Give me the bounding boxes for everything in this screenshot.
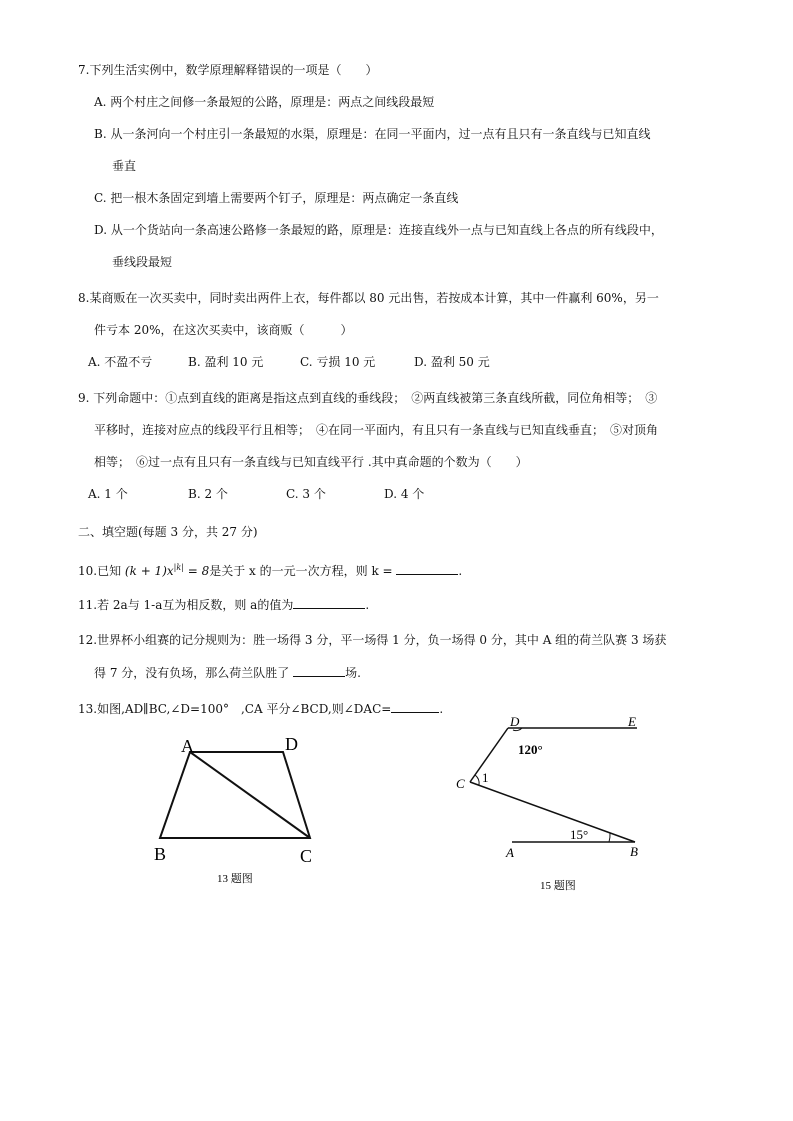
diagonal-ac (190, 752, 310, 838)
q10-suffix: 是关于 x 的一元一次方程，则 k = (209, 564, 397, 578)
q11-answer-blank[interactable] (293, 596, 365, 609)
fig15-label-c: C (456, 776, 465, 791)
q9-line3: 相等； ⑥过一点有且只有一条直线与已知直线平行 .其中真命题的个数为（ ） (94, 455, 528, 469)
q8-option-b: B. 盈利 10 元 (188, 355, 264, 369)
q12-line2-end: 场. (345, 666, 361, 680)
q9-line1: 9. 下列命题中：①点到直线的距离是指这点到直线的垂线段； ②两直线被第三条直线所截，同位角相等； ③ (78, 391, 658, 405)
q10-expr-sup: |k| (173, 563, 184, 572)
q10-end: . (458, 564, 463, 578)
q12-line2-prefix: 得 7 分，没有负场，那么荷兰队胜了 (94, 666, 290, 680)
fig13-label-a: A (181, 736, 194, 756)
q7-option-b-line1: B. 从一条河向一个村庄引一条最短的水渠，原理是：在同一平面内，过一点有且只有一条直线与已知直线 (94, 127, 651, 141)
q7-option-d-line2: 垂线段最短 (112, 255, 173, 269)
q10-expr-a: (k + 1)x (124, 564, 174, 578)
q13 (78, 700, 443, 717)
q10 (78, 560, 462, 579)
q12-line2 (94, 664, 361, 681)
q9-option-d: D. 4 个 (384, 487, 425, 501)
trapezoid-abcd (160, 752, 310, 838)
q8-option-a: A. 不盈不亏 (88, 355, 153, 369)
q9-option-c: C. 3 个 (286, 487, 326, 501)
fig15-label-b: B (630, 844, 638, 859)
q12-line1: 12.世界杯小组赛的记分规则为：胜一场得 3 分，平一场得 1 分，负一场得 0 分，其中 A 组的荷兰队赛 3 场获 (78, 633, 667, 647)
fig13-label-b: B (154, 844, 167, 864)
fig15-angle-1: 1 (482, 770, 489, 785)
q11-prefix: 11.若 2a与 1-a互为相反数，则 a的值为 (78, 598, 294, 612)
fig13-label-d: D (285, 734, 298, 754)
q9-line2: 平移时，连接对应点的线段平行且相等； ④在同一平面内，有且只有一条直线与已知直线垂直； ⑤对顶角 (94, 423, 659, 437)
q10-prefix: 10.已知 (78, 564, 122, 578)
fig15-label-d: D (510, 716, 520, 729)
q10-answer-blank[interactable] (396, 562, 458, 575)
section-title: 二、填空题(每题 3 分，共 27 分) (78, 525, 258, 539)
q8-line2: 件亏本 20%，在这次买卖中，该商贩（ ） (94, 323, 353, 337)
figure-15 (450, 716, 655, 896)
fig15-angle-120: 120° (518, 742, 543, 757)
q12-answer-blank[interactable] (293, 664, 345, 677)
q7-option-a: A. 两个村庄之间修一条最短的公路，原理是：两点之间线段最短 (94, 95, 435, 109)
q13-prefix: 13.如图,AD∥BC,∠D=100° ,CA 平分∠BCD,则∠DAC= (78, 702, 392, 716)
fig15-label-e: E (628, 716, 636, 729)
q9-options (88, 486, 688, 502)
q8-option-d: D. 盈利 50 元 (414, 355, 490, 369)
fig13-label-c: C (300, 846, 313, 866)
q8-option-c: C. 亏损 10 元 (300, 355, 376, 369)
fig15-angle-15: 15° (570, 827, 589, 842)
angle-15-arc (609, 833, 610, 842)
q13-end: . (439, 702, 444, 716)
q7-stem: 7.下列生活实例中，数学原理解释错误的一项是（ ） (78, 63, 378, 77)
q10-expr-b: = 8 (183, 564, 210, 578)
figure-13 (145, 730, 345, 890)
q11-end: . (365, 598, 370, 612)
q9-option-a: A. 1 个 (88, 487, 128, 501)
q7-option-b-line2: 垂直 (112, 159, 137, 173)
q7-option-c: C. 把一根木条固定到墙上需要两个钉子，原理是：两点确定一条直线 (94, 191, 459, 205)
segment-dc (470, 728, 508, 782)
q13-answer-blank[interactable] (391, 700, 439, 713)
fig13-caption: 13 题图 (217, 873, 253, 885)
q8-line1: 8.某商贩在一次买卖中，同时卖出两件上衣，每件都以 80 元出售，若按成本计算，其中一件赢利 60%，另一 (78, 291, 659, 305)
fig15-caption: 15 题图 (540, 880, 576, 892)
q11 (78, 596, 369, 613)
fig15-label-a: A (506, 845, 514, 860)
q9-option-b: B. 2 个 (188, 487, 228, 501)
q8-options (88, 354, 688, 370)
q7-option-d-line1: D. 从一个货站向一条高速公路修一条最短的路，原理是：连接直线外一点与已知直线上各点的所有线段中， (94, 223, 663, 237)
